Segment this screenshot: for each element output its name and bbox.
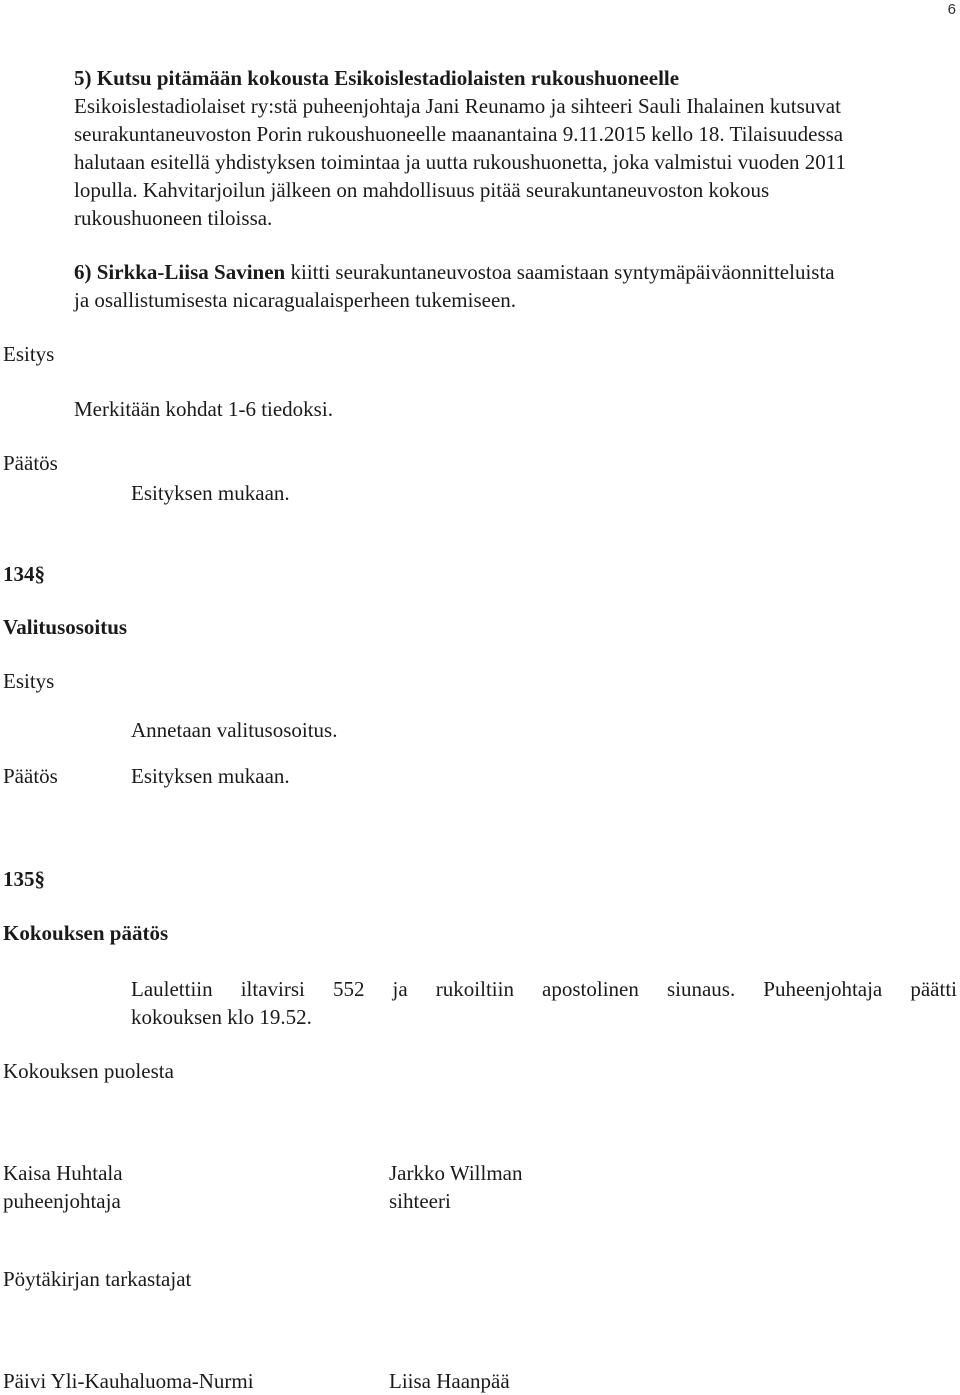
- item6-line1-rest: kiitti seurakuntaneuvostoa saamistaan syntymäpäiväonnitteluista: [285, 260, 835, 284]
- paatos-label: Päätös: [3, 451, 58, 475]
- item6-line-1: [74, 258, 835, 286]
- item6-line-2: ja osallistumisesta nicaragualaisperheen tukemiseen.: [74, 288, 517, 312]
- section-number: 135: [3, 867, 35, 891]
- secretary-name: Jarkko Willman: [389, 1161, 523, 1185]
- reviewer-1-name: Päivi Yli-Kauhaluoma-Nurmi: [3, 1369, 254, 1393]
- esitys-text: Merkitään kohdat 1-6 tiedoksi.: [74, 397, 333, 421]
- section-mark: §: [34, 562, 45, 586]
- chair-role: puheenjohtaja: [3, 1189, 121, 1213]
- item5-line-3: halutaan esitellä yhdistyksen toimintaa ja uutta rukoushuonetta, joka valmistui vuoden 2011: [74, 150, 846, 174]
- section-134-number: [3, 560, 45, 588]
- section-135-title: Kokouksen päätös: [3, 921, 169, 945]
- item5-line-1: Esikoislestadiolaiset ry:stä puheenjohtaja Jani Reunamo ja sihteeri Sauli Ihalainen kutsuvat: [74, 94, 841, 118]
- section-mark: §: [34, 867, 45, 891]
- secretary-role: sihteeri: [389, 1189, 451, 1213]
- reviewers-label: Pöytäkirjan tarkastajat: [3, 1267, 192, 1291]
- item6-name: 6) Sirkka-Liisa Savinen: [74, 260, 286, 284]
- section-134-title: Valitusosoitus: [3, 615, 128, 639]
- item5-line-4: lopulla. Kahvitarjoilun jälkeen on mahdollisuus pitää seurakuntaneuvoston kokous: [74, 178, 770, 202]
- section-number: 134: [3, 562, 35, 586]
- on-behalf-label: Kokouksen puolesta: [3, 1059, 174, 1083]
- esitys-label: Esitys: [3, 342, 55, 366]
- section-135-number: [3, 865, 45, 893]
- item5-line-5: rukoushuoneen tiloissa.: [74, 206, 273, 230]
- paatos-text: Esityksen mukaan.: [131, 481, 290, 505]
- page-number: 6: [947, 1, 956, 18]
- item5-line-2: seurakuntaneuvoston Porin rukoushuoneelle maanantaina 9.11.2015 kello 18. Tilaisuudessa: [74, 122, 844, 146]
- section-134-esitys-text: Annetaan valitusosoitus.: [131, 718, 338, 742]
- section-135-text-line-1: Laulettiin iltavirsi 552 ja rukoiltiin apostolinen siunaus. Puheenjohtaja päätti: [131, 977, 957, 1001]
- chair-name: Kaisa Huhtala: [3, 1161, 123, 1185]
- section-134-paatos-label: Päätös: [3, 764, 58, 788]
- section-135-text-line-2: kokouksen klo 19.52.: [131, 1005, 312, 1029]
- reviewer-2-name: Liisa Haanpää: [389, 1369, 510, 1393]
- section-134-paatos-text: Esityksen mukaan.: [131, 764, 290, 788]
- item5-heading: 5) Kutsu pitämään kokousta Esikoislestadiolaisten rukoushuoneelle: [74, 66, 680, 90]
- section-134-esitys-label: Esitys: [3, 669, 55, 693]
